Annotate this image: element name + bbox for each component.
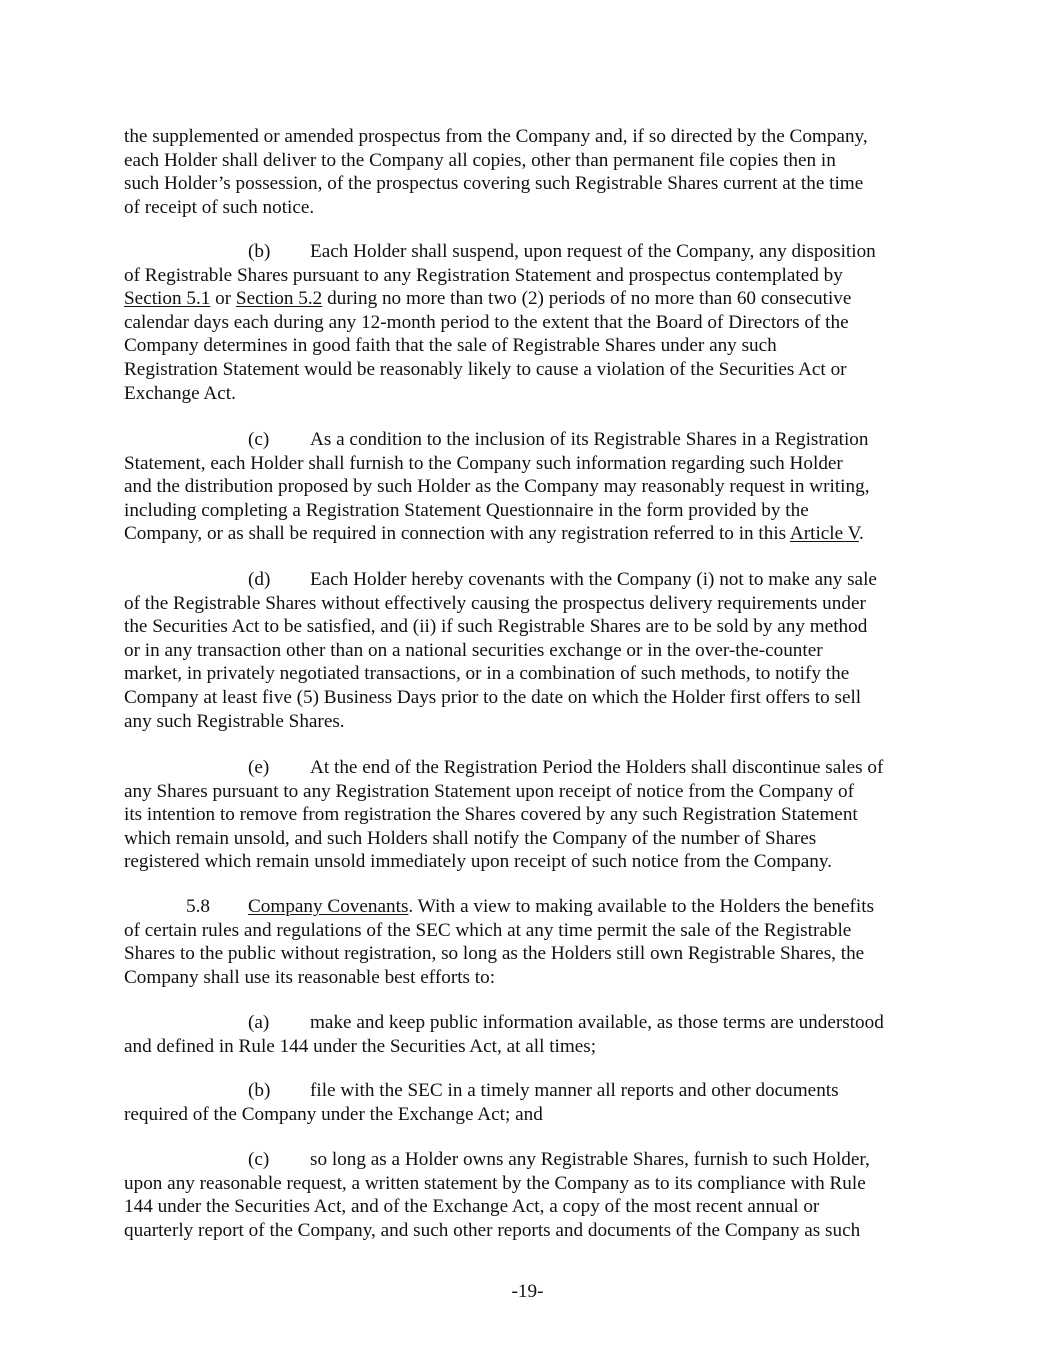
clause-label: (e) xyxy=(248,757,270,778)
text-line: Company shall use its reasonable best efforts to: xyxy=(124,966,496,988)
article-v-link[interactable]: Article V xyxy=(789,523,859,545)
section-5-8 xyxy=(124,895,936,989)
text-line: of receipt of such notice. xyxy=(124,196,315,218)
text-line: the supplemented or amended prospectus from the Company and, if so directed by the Company, xyxy=(124,126,868,147)
text-line xyxy=(124,1011,936,1035)
paragraph-continuation xyxy=(124,125,936,219)
text-line xyxy=(124,240,936,264)
paragraph-5-8-c xyxy=(124,1148,936,1242)
text-line: or in any transaction other than on a national securities exchange or in the over-the-counter xyxy=(124,639,823,661)
paragraph-d xyxy=(124,568,936,733)
text-line: registered which remain unsold immediately upon receipt of such notice from the Company. xyxy=(124,851,832,873)
text-line: upon any reasonable request, a written statement by the Company as to its compliance with Rule xyxy=(124,1172,866,1194)
text-line: such Holder’s possession, of the prospectus covering such Registrable Shares current at the time xyxy=(124,173,864,195)
text-run: during no more than two (2) periods of no more than 60 consecutive xyxy=(322,288,852,310)
paragraph-b xyxy=(124,240,936,405)
text-line: Statement, each Holder shall furnish to the Company such information regarding such Holder xyxy=(124,452,843,474)
text-line xyxy=(124,1148,936,1172)
text-line: which remain unsold, and such Holders shall notify the Company of the number of Shares xyxy=(124,827,817,849)
clause-label: (b) xyxy=(248,1080,271,1101)
text-run: Company, or as shall be required in connection with any registration referred to in this xyxy=(124,523,790,545)
section-5-1-link[interactable]: Section 5.1 xyxy=(124,288,211,310)
text-line xyxy=(124,287,936,311)
text-line: any such Registrable Shares. xyxy=(124,710,345,732)
text-run: Each Holder hereby covenants with the Company (i) not to make any sale xyxy=(310,569,877,590)
text-line: of certain rules and regulations of the SEC which at any time permit the sale of the Registrable xyxy=(124,919,852,941)
text-line: and the distribution proposed by such Holder as the Company may reasonably request in writing, xyxy=(124,476,870,498)
text-line: required of the Company under the Exchange Act; and xyxy=(124,1103,543,1125)
clause-label: (d) xyxy=(248,569,271,590)
section-heading: Company Covenants xyxy=(248,896,409,917)
text-line: Exchange Act. xyxy=(124,382,236,404)
text-line: Registration Statement would be reasonably likely to cause a violation of the Securities Act or xyxy=(124,358,847,380)
section-number: 5.8 xyxy=(186,896,210,917)
text-line: its intention to remove from registration the Shares covered by any such Registration Statement xyxy=(124,804,858,826)
text-line: of the Registrable Shares without effectively causing the prospectus delivery requirements under xyxy=(124,592,866,614)
clause-label: (c) xyxy=(248,1149,270,1170)
text-run: so long as a Holder owns any Registrable Shares, furnish to such Holder, xyxy=(310,1149,870,1170)
text-run: . With a view to making available to the Holders the benefits xyxy=(408,896,875,917)
text-run: At the end of the Registration Period the Holders shall discontinue sales of xyxy=(310,757,884,778)
paragraph-5-8-a xyxy=(124,1011,936,1058)
text-run: As a condition to the inclusion of its Registrable Shares in a Registration xyxy=(310,429,869,450)
clause-label: (c) xyxy=(248,429,270,450)
text-run: make and keep public information available, as those terms are understood xyxy=(310,1012,884,1033)
text-line: market, in privately negotiated transactions, or in a combination of such methods, to notify the xyxy=(124,663,850,685)
text-line: 144 under the Securities Act, and of the Exchange Act, a copy of the most recent annual or xyxy=(124,1196,820,1218)
paragraph-c xyxy=(124,428,936,546)
text-line: Company at least five (5) Business Days prior to the date on which the Holder first offers to sell xyxy=(124,686,862,708)
text-line xyxy=(124,428,936,452)
text-run: . xyxy=(858,523,864,545)
text-line: calendar days each during any 12-month period to the extent that the Board of Directors of the xyxy=(124,311,849,333)
text-line: including completing a Registration Statement Questionnaire in the form provided by the xyxy=(124,499,809,521)
text-line xyxy=(124,756,936,780)
text-line xyxy=(124,895,936,919)
text-line: of Registrable Shares pursuant to any Registration Statement and prospectus contemplated by xyxy=(124,264,843,286)
text-line: and defined in Rule 144 under the Securities Act, at all times; xyxy=(124,1035,597,1057)
text-run: or xyxy=(210,288,236,310)
section-5-2-link[interactable]: Section 5.2 xyxy=(235,288,323,310)
text-run: Each Holder shall suspend, upon request of the Company, any disposition xyxy=(310,241,876,262)
text-run: file with the SEC in a timely manner all reports and other documents xyxy=(310,1080,839,1101)
text-line xyxy=(124,1079,936,1103)
clause-label: (a) xyxy=(248,1012,270,1033)
clause-label: (b) xyxy=(248,241,271,262)
text-line: Company determines in good faith that the sale of Registrable Shares under any such xyxy=(124,335,777,357)
text-line xyxy=(124,522,936,546)
text-line: the Securities Act to be satisfied, and (ii) if such Registrable Shares are to be sold by any method xyxy=(124,616,868,638)
page-number: -19- xyxy=(511,1281,544,1302)
paragraph-5-8-b xyxy=(124,1079,936,1126)
text-line: quarterly report of the Company, and such other reports and documents of the Company as such xyxy=(124,1219,861,1241)
text-line: Shares to the public without registration, so long as the Holders still own Registrable Shares, the xyxy=(124,943,865,965)
paragraph-e xyxy=(124,756,936,874)
text-line: any Shares pursuant to any Registration Statement upon receipt of notice from the Company of xyxy=(124,780,855,802)
text-line: each Holder shall deliver to the Company all copies, other than permanent file copies then in xyxy=(124,149,836,171)
text-line xyxy=(124,568,936,592)
